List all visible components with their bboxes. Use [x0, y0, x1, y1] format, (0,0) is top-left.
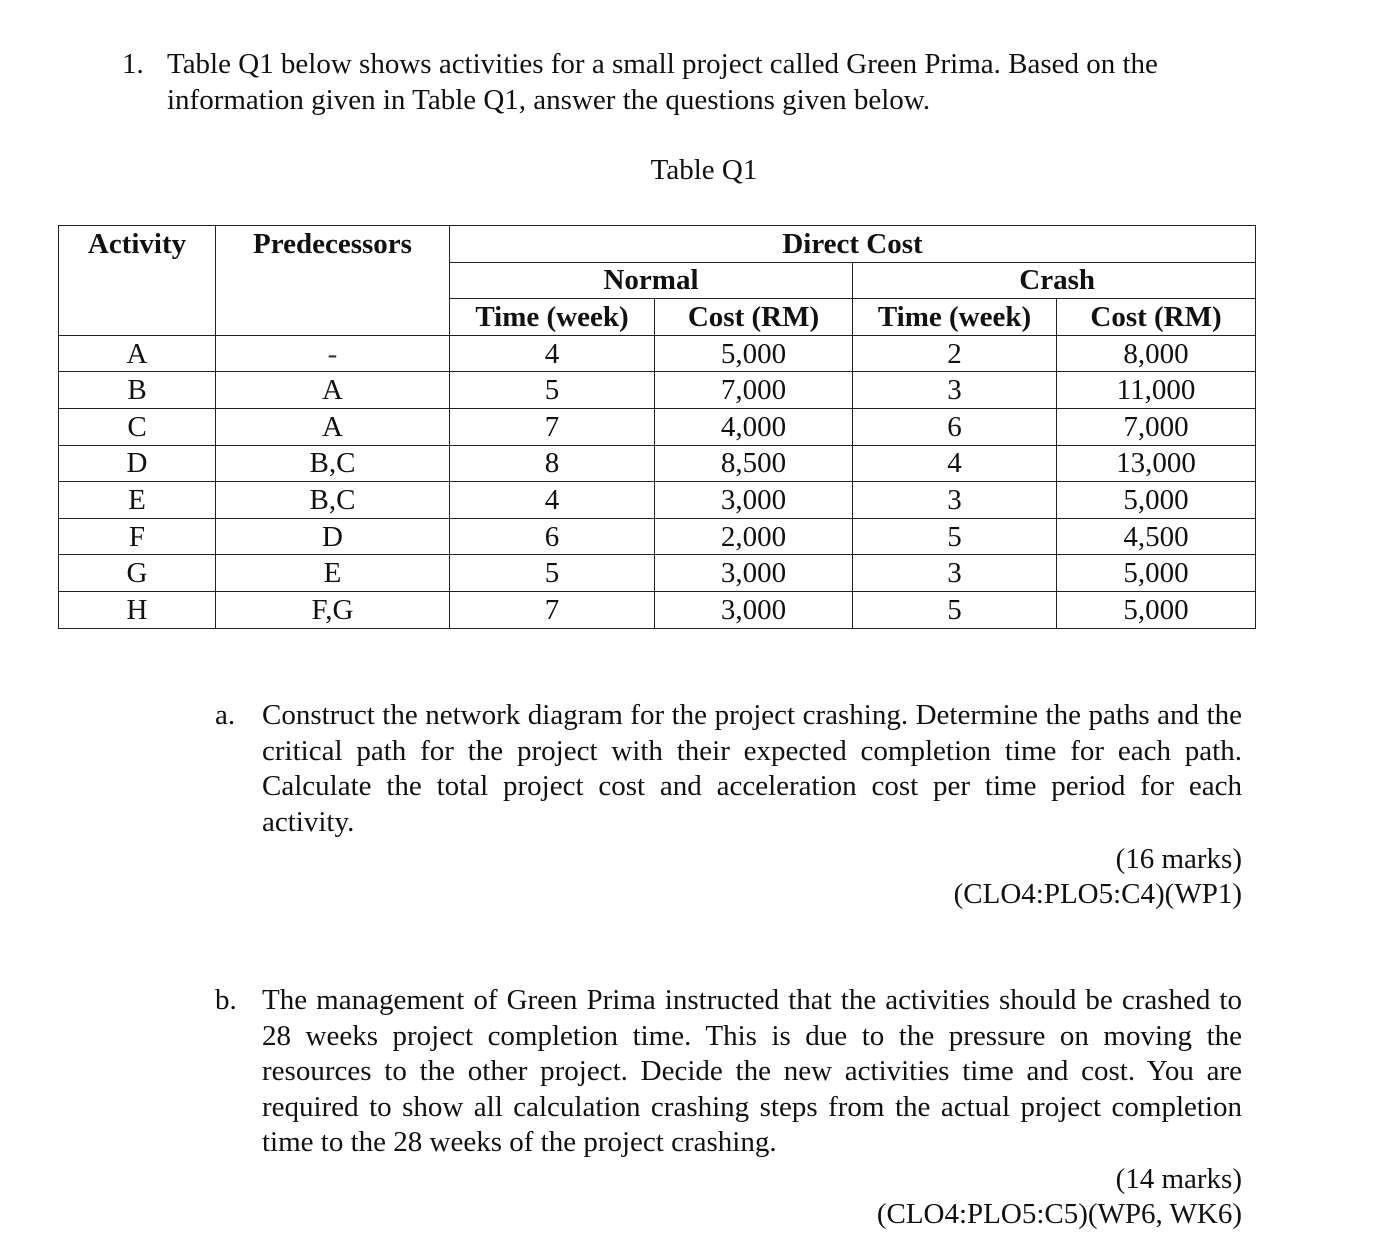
cell-crash-cost: 7,000 [1057, 408, 1256, 445]
table-row [59, 555, 1256, 592]
cell-crash-time: 3 [853, 482, 1057, 519]
cell-normal-cost: 5,000 [655, 335, 853, 372]
cell-crash-cost: 13,000 [1057, 445, 1256, 482]
cell-normal-time: 4 [450, 335, 655, 372]
cell-crash-cost: 8,000 [1057, 335, 1256, 372]
cell-predecessors: A [216, 408, 450, 445]
cell-activity: C [59, 408, 216, 445]
activity-table [58, 225, 1256, 629]
cell-activity: F [59, 518, 216, 555]
cell-crash-cost: 11,000 [1057, 372, 1256, 409]
part-b-marks: (14 marks) [1115, 1163, 1242, 1195]
question-intro: Table Q1 below shows activities for a small project called Green Prima. Based on the information given in Table Q1, answer the questions given below. [167, 48, 1158, 116]
part-a-outcome: (CLO4:PLO5:C4)(WP1) [953, 878, 1242, 910]
header-normal-time: Time (week) [450, 299, 655, 336]
cell-normal-cost: 8,500 [655, 445, 853, 482]
cell-normal-time: 7 [450, 408, 655, 445]
table-row [59, 408, 1256, 445]
cell-predecessors: - [216, 335, 450, 372]
header-crash-time: Time (week) [853, 299, 1057, 336]
cell-crash-cost: 4,500 [1057, 518, 1256, 555]
table-row [59, 482, 1256, 519]
cell-predecessors: F,G [216, 591, 450, 628]
table-row [59, 591, 1256, 628]
cell-activity: B [59, 372, 216, 409]
cell-normal-cost: 3,000 [655, 591, 853, 628]
header-predecessors: Predecessors [216, 226, 450, 336]
table-row [59, 335, 1256, 372]
cell-crash-time: 5 [853, 591, 1057, 628]
cell-normal-cost: 2,000 [655, 518, 853, 555]
cell-predecessors: B,C [216, 482, 450, 519]
table-row [59, 518, 1256, 555]
header-normal: Normal [450, 262, 853, 299]
header-crash-cost: Cost (RM) [1057, 299, 1256, 336]
cell-normal-time: 7 [450, 591, 655, 628]
cell-activity: G [59, 555, 216, 592]
cell-normal-time: 8 [450, 445, 655, 482]
cell-activity: E [59, 482, 216, 519]
cell-crash-time: 6 [853, 408, 1057, 445]
part-a-label: a. [215, 699, 236, 731]
table-row [59, 445, 1256, 482]
cell-normal-cost: 4,000 [655, 408, 853, 445]
cell-predecessors: D [216, 518, 450, 555]
cell-activity: A [59, 335, 216, 372]
part-b-outcome: (CLO4:PLO5:C5)(WP6, WK6) [876, 1198, 1242, 1230]
cell-normal-time: 5 [450, 372, 655, 409]
cell-normal-cost: 7,000 [655, 372, 853, 409]
cell-activity: D [59, 445, 216, 482]
cell-activity: H [59, 591, 216, 628]
cell-crash-time: 3 [853, 372, 1057, 409]
cell-crash-time: 5 [853, 518, 1057, 555]
cell-crash-time: 4 [853, 445, 1057, 482]
question-number: 1. [122, 48, 144, 80]
cell-normal-time: 6 [450, 518, 655, 555]
cell-crash-cost: 5,000 [1057, 555, 1256, 592]
cell-normal-cost: 3,000 [655, 482, 853, 519]
cell-normal-time: 4 [450, 482, 655, 519]
part-a-text: Construct the network diagram for the project crashing. Determine the paths and the critical path for the project with their expected completion time for each path. Calculate the total project cost and acceleration cost per time period for each activity. [262, 699, 1242, 838]
cell-normal-time: 5 [450, 555, 655, 592]
cell-predecessors: A [216, 372, 450, 409]
cell-crash-cost: 5,000 [1057, 482, 1256, 519]
cell-crash-time: 3 [853, 555, 1057, 592]
part-b-label: b. [215, 984, 237, 1016]
cell-crash-cost: 5,000 [1057, 591, 1256, 628]
part-a-marks: (16 marks) [1115, 843, 1242, 875]
header-activity: Activity [59, 226, 216, 336]
cell-normal-cost: 3,000 [655, 555, 853, 592]
cell-predecessors: E [216, 555, 450, 592]
header-crash: Crash [853, 262, 1256, 299]
header-direct-cost: Direct Cost [450, 226, 1256, 263]
cell-predecessors: B,C [216, 445, 450, 482]
table-caption: Table Q1 [650, 154, 758, 186]
header-normal-cost: Cost (RM) [655, 299, 853, 336]
part-b-text: The management of Green Prima instructed that the activities should be crashed to 28 weeks project completion time. This is due to the pressure on moving the resources to the other project. Decide the new activities time and cost. You are required to show all calculation crashing steps from the actual project completion time to the 28 weeks of the project crashing. [262, 984, 1242, 1158]
cell-crash-time: 2 [853, 335, 1057, 372]
table-row [59, 372, 1256, 409]
